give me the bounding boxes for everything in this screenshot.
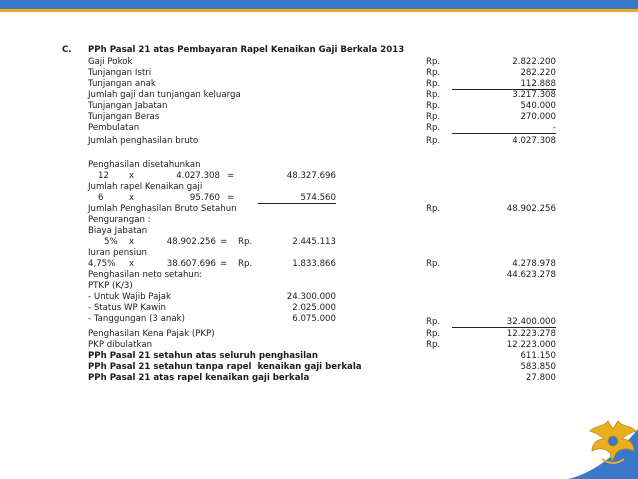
- iuran-label: Iuran pensiun: [88, 248, 147, 258]
- income-label: Tunjangan Beras: [88, 112, 160, 122]
- result-label: PPh Pasal 21 setahun atas seluruh penghasilan: [88, 351, 318, 361]
- ptkp-total-value: 32.400.000: [452, 317, 556, 328]
- income-currency: Rp.: [426, 112, 441, 122]
- income-value: 540.000: [520, 101, 556, 111]
- iuran-base: 38.607.696: [166, 259, 216, 269]
- income-label: Jumlah gaji dan tunjangan keluarga: [88, 90, 241, 100]
- rapel-times: x: [129, 193, 135, 203]
- iuran-value: 1.833.866: [292, 259, 336, 269]
- annual-equals: =: [227, 171, 235, 181]
- iuran-percent: 4,75%: [88, 259, 116, 269]
- deduction-total-currency: Rp.: [426, 259, 441, 269]
- deductions-label: Pengurangan :: [88, 215, 151, 225]
- pkp-currency: Rp.: [426, 329, 441, 339]
- income-label: Tunjangan Istri: [88, 68, 152, 78]
- garuda-emblem-icon: [568, 409, 638, 479]
- bruto-year-currency: Rp.: [426, 204, 441, 214]
- neto-value: 44.623.278: [506, 270, 556, 280]
- pkp-value: 12.223.278: [506, 329, 556, 339]
- income-currency: Rp.: [426, 123, 441, 133]
- annual-label: Penghasilan disetahunkan: [88, 160, 201, 170]
- deduction-total-value: 4.278.978: [512, 259, 556, 269]
- ptkp-item-label: - Untuk Wajib Pajak: [88, 292, 171, 302]
- income-currency: Rp.: [426, 68, 441, 78]
- biaya-percent: 5%: [104, 237, 118, 247]
- iuran-currency: Rp.: [238, 259, 253, 269]
- bruto-year-label: Jumlah Penghasilan Bruto Setahun: [88, 204, 237, 214]
- section-letter: C.: [62, 45, 72, 55]
- pkp-label: Penghasilan Kena Pajak (PKP): [88, 329, 215, 339]
- biaya-times: x: [129, 237, 135, 247]
- ptkp-label: PTKP (K/3): [88, 281, 133, 291]
- rapel-base: 95.760: [189, 193, 220, 203]
- pkp-rounded-label: PKP dibulatkan: [88, 340, 153, 350]
- income-value: -: [452, 123, 556, 134]
- biaya-value: 2.445.113: [292, 237, 336, 247]
- income-value: 112.888: [452, 79, 556, 90]
- income-currency: Rp.: [426, 101, 441, 111]
- section-title: PPh Pasal 21 atas Pembayaran Rapel Kenaikan Gaji Berkala 2013: [88, 45, 405, 55]
- income-value: 4.027.308: [512, 136, 556, 146]
- pkp-rounded-value: 12.223.000: [506, 340, 556, 350]
- ptkp-item-value: 24.300.000: [286, 292, 336, 302]
- result-value: 611.150: [520, 351, 556, 361]
- biaya-currency: Rp.: [238, 237, 253, 247]
- biaya-equals: =: [220, 237, 228, 247]
- ptkp-total-currency: Rp.: [426, 317, 441, 327]
- biaya-label: Biaya Jabatan: [88, 226, 148, 236]
- annual-result: 48.327.696: [286, 171, 336, 181]
- rapel-result: 574.560: [258, 193, 336, 204]
- income-label: Tunjangan Jabatan: [88, 101, 168, 111]
- income-label: Pembulatan: [88, 123, 140, 133]
- annual-times: x: [129, 171, 135, 181]
- annual-base: 4.027.308: [176, 171, 220, 181]
- income-value: 2.822.200: [512, 57, 556, 67]
- biaya-base: 48.902.256: [166, 237, 216, 247]
- annual-multiplier: 12: [98, 171, 109, 181]
- income-currency: Rp.: [426, 90, 441, 100]
- income-currency: Rp.: [426, 136, 441, 146]
- result-value: 27.800: [525, 373, 556, 383]
- rapel-label: Jumlah rapel Kenaikan gaji: [88, 182, 203, 192]
- income-value: 282.220: [520, 68, 556, 78]
- income-label: Jumlah penghasilan bruto: [88, 136, 199, 146]
- ptkp-item-value: 2.025.000: [292, 303, 336, 313]
- income-currency: Rp.: [426, 79, 441, 89]
- result-label: PPh Pasal 21 setahun tanpa rapel kenaikan gaji berkala: [88, 362, 362, 372]
- income-label: Tunjangan anak: [88, 79, 156, 89]
- income-value: 3.217.308: [512, 90, 556, 100]
- result-value: 583.850: [520, 362, 556, 372]
- iuran-equals: =: [220, 259, 228, 269]
- iuran-times: x: [129, 259, 135, 269]
- pkp-rounded-currency: Rp.: [426, 340, 441, 350]
- bruto-year-value: 48.902.256: [506, 204, 556, 214]
- result-label: PPh Pasal 21 atas rapel kenaikan gaji berkala: [88, 373, 310, 383]
- rapel-multiplier: 6: [98, 193, 104, 203]
- ptkp-item-value: 6.075.000: [292, 314, 336, 324]
- neto-label: Penghasilan neto setahun:: [88, 270, 203, 280]
- ptkp-item-label: - Tanggungan (3 anak): [88, 314, 185, 324]
- rapel-equals: =: [227, 193, 235, 203]
- ptkp-item-label: - Status WP Kawin: [88, 303, 166, 313]
- income-value: 270.000: [520, 112, 556, 122]
- income-currency: Rp.: [426, 57, 441, 67]
- income-label: Gaji Pokok: [88, 57, 133, 67]
